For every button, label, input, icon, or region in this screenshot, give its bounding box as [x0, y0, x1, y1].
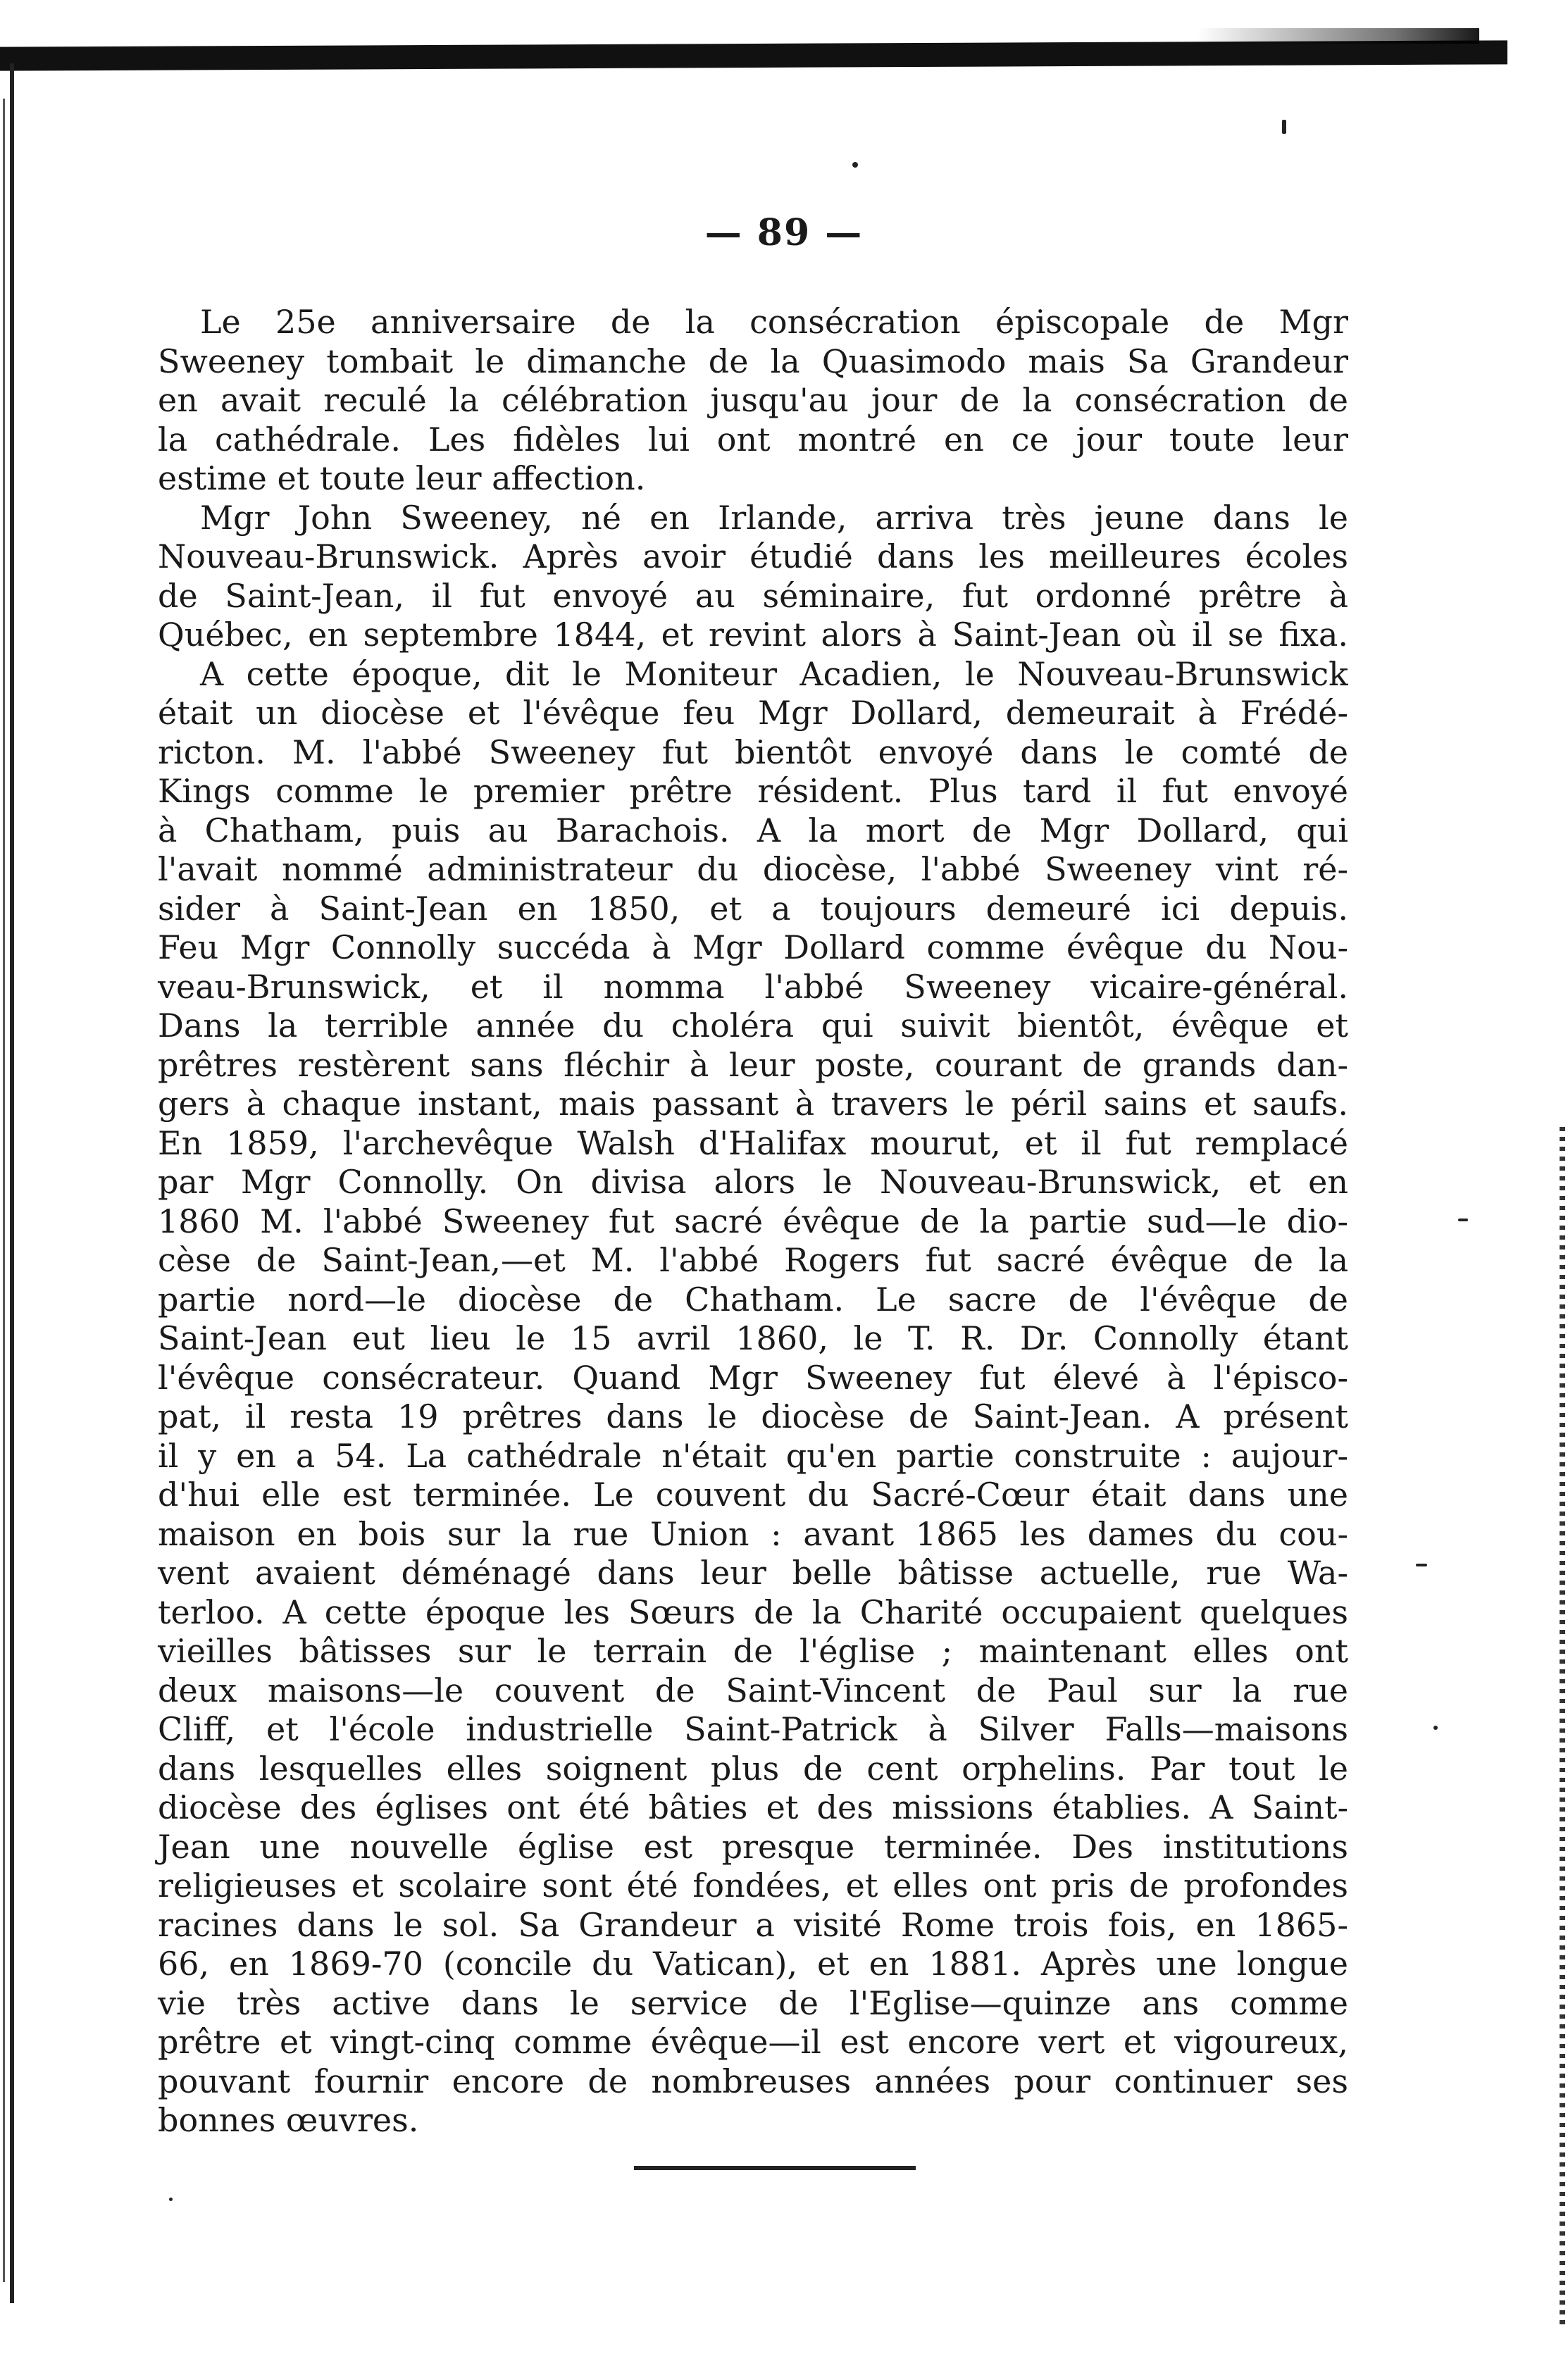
text-line: prêtre et vingt-cinq comme évêque—il est encore vert et vigoureux,: [158, 2023, 1348, 2061]
text-line: par Mgr Connolly. On divisa alors le Nouveau-Brunswick, et en: [158, 1163, 1348, 1201]
text-line: 1860 M. l'abbé Sweeney fut sacré évêque de la partie sud—le dio-: [158, 1202, 1348, 1240]
text-line: dans lesquelles elles soignent plus de cent orphelins. Par tout le: [158, 1749, 1348, 1788]
text-line: en avait reculé la célébration jusqu'au jour de la consécration de: [158, 381, 1348, 419]
scan-speck: [169, 2198, 173, 2201]
text-line: Kings comme le premier prêtre résident. Plus tard il fut envoyé: [158, 772, 1348, 810]
text-line: vieilles bâtisses sur le terrain de l'église ; maintenant elles ont: [158, 1632, 1348, 1670]
text-line: vie très active dans le service de l'Eglise—quinze ans comme: [158, 1983, 1348, 2022]
text-line: de Saint-Jean, il fut envoyé au séminaire, fut ordonné prêtre à: [158, 576, 1348, 615]
scan-left-edge: [10, 63, 14, 2303]
text-line: 66, en 1869-70 (concile du Vatican), et en 1881. Après une longue: [158, 1945, 1348, 1983]
paragraph-1: [158, 303, 1348, 499]
text-line: partie nord—le diocèse de Chatham. Le sacre de l'évêque de: [158, 1280, 1348, 1319]
text-line: Dans la terrible année du choléra qui suivit bientôt, évêque et: [158, 1007, 1348, 1045]
text-line: Feu Mgr Connolly succéda à Mgr Dollard comme évêque du Nou-: [158, 928, 1348, 966]
text-line: bonnes œuvres.: [158, 2101, 419, 2139]
text-line: Mgr John Sweeney, né en Irlande, arriva très jeune dans le: [200, 498, 1348, 537]
text-line: prêtres restèrent sans fléchir à leur poste, courant de grands dan-: [158, 1045, 1348, 1084]
text-line: diocèse des églises ont été bâties et des missions établies. A Saint-: [158, 1788, 1348, 1826]
text-line: Sweeney tombait le dimanche de la Quasimodo mais Sa Grandeur: [158, 342, 1348, 380]
text-line: Nouveau-Brunswick. Après avoir étudié dans les meilleures écoles: [158, 537, 1348, 575]
scan-speck: [1433, 1726, 1438, 1730]
text-line: sider à Saint-Jean en 1850, et a toujours demeuré ici depuis.: [158, 889, 1348, 928]
text-line: était un diocèse et l'évêque feu Mgr Dollard, demeurait à Frédé-: [158, 694, 1348, 732]
scan-top-fade: [1197, 28, 1479, 44]
text-line: religieuses et scolaire sont été fondées, et elles ont pris de profondes: [158, 1867, 1348, 1905]
scan-speck: [852, 162, 858, 168]
text-line: pouvant fournir encore de nombreuses années pour continuer ses: [158, 2062, 1348, 2100]
text-line: racines dans le sol. Sa Grandeur a visité Rome trois fois, en 1865-: [158, 1905, 1348, 1944]
paragraph-2: [158, 499, 1348, 2140]
end-rule: [634, 2166, 916, 2170]
scan-speck: [1416, 1564, 1427, 1566]
text-line: A cette époque, dit le Moniteur Acadien, le Nouveau-Brunswick: [200, 654, 1348, 693]
text-line: deux maisons—le couvent de Saint-Vincent de Paul sur la rue: [158, 1671, 1348, 1709]
text-line: l'avait nommé administrateur du diocèse, l'abbé Sweeney vint ré-: [158, 850, 1348, 888]
text-line: Saint-Jean eut lieu le 15 avril 1860, le T. R. Dr. Connolly étant: [158, 1319, 1348, 1357]
scan-speck: [1282, 120, 1286, 134]
text-line: Jean une nouvelle église est presque terminée. Des institutions: [158, 1827, 1348, 1866]
text-line: pat, il resta 19 prêtres dans le diocèse de Saint-Jean. A présent: [158, 1397, 1348, 1435]
text-line: estime et toute leur affection.: [158, 459, 646, 497]
text-line: vent avaient déménagé dans leur belle bâtisse actuelle, rue Wa-: [158, 1554, 1348, 1592]
text-line: Cliff, et l'école industrielle Saint-Patrick à Silver Falls—maisons: [158, 1710, 1348, 1748]
text-line: il y en a 54. La cathédrale n'était qu'en partie construite : aujour-: [158, 1436, 1348, 1475]
text-line: la cathédrale. Les fidèles lui ont montré en ce jour toute leur: [158, 420, 1348, 459]
text-line: En 1859, l'archevêque Walsh d'Halifax mourut, et il fut remplacé: [158, 1123, 1348, 1162]
scan-right-edge: [1560, 1127, 1565, 2324]
text-line: gers à chaque instant, mais passant à travers le péril sains et saufs.: [158, 1085, 1348, 1123]
text-line: à Chatham, puis au Barachois. A la mort de Mgr Dollard, qui: [158, 811, 1348, 849]
scan-left-edge-secondary: [3, 99, 5, 2282]
body-text: [158, 303, 1348, 2140]
text-line: Québec, en septembre 1844, et revint alors à Saint-Jean où il se fixa.: [158, 616, 1348, 654]
text-line: cèse de Saint-Jean,—et M. l'abbé Rogers fut sacré évêque de la: [158, 1241, 1348, 1279]
page-number: — 89 —: [704, 211, 864, 254]
text-line: terloo. A cette époque les Sœurs de la Charité occupaient quelques: [158, 1593, 1348, 1631]
scan-top-bar: [0, 40, 1507, 70]
text-line: l'évêque consécrateur. Quand Mgr Sweeney fut élevé à l'épisco-: [158, 1358, 1348, 1397]
scan-speck: [1458, 1219, 1468, 1221]
text-line: maison en bois sur la rue Union : avant 1865 les dames du cou-: [158, 1514, 1348, 1553]
text-line: ricton. M. l'abbé Sweeney fut bientôt envoyé dans le comté de: [158, 733, 1348, 771]
text-line: Le 25e anniversaire de la consécration épiscopale de Mgr: [200, 303, 1348, 341]
text-line: veau-Brunswick, et il nomma l'abbé Sweeney vicaire-général.: [158, 967, 1348, 1006]
text-line: d'hui elle est terminée. Le couvent du Sacré-Cœur était dans une: [158, 1476, 1348, 1514]
